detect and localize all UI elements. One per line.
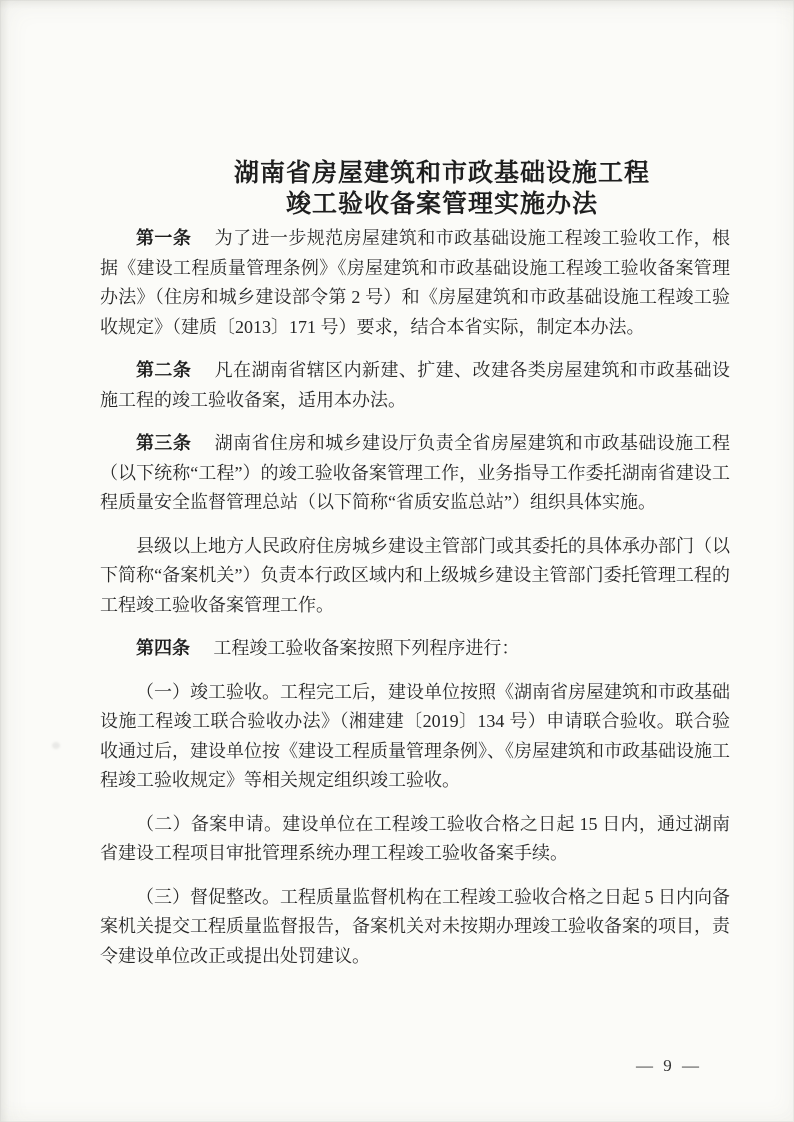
- document-title-line-2: 竣工验收备案管理实施办法: [285, 191, 598, 218]
- document-body: [100, 224, 730, 985]
- article-text-3: 湖南省住房和城乡建设厅负责全省房屋建筑和市政基础设施工程（以下统称“工程”）的竣工验收备案管理工作，业务指导工作委托湖南省建设工程质量安全监督管理总站（以下简称“省质安监总站”）组织具体实施。: [100, 433, 731, 512]
- article-text-7: （二）备案申请。建设单位在工程竣工验收合格之日起 15 日内，通过湖南省建设工程项目审批管理系统办理工程竣工验收备案手续。: [100, 813, 730, 863]
- article-paragraph-6: [100, 678, 730, 796]
- article-label-5: 第四条: [136, 638, 190, 658]
- article-text-4: 县级以上地方人民政府住房城乡建设主管部门或其委托的具体承办部门（以下简称“备案机关”）负责本行政区域内和上级城乡建设主管部门委托管理工程的工程竣工验收备案管理工作。: [100, 535, 730, 615]
- page-number: — 9 —: [636, 1056, 702, 1075]
- article-paragraph-3: [100, 429, 730, 518]
- scan-smudge-artifact: [52, 742, 60, 749]
- article-paragraph-4: [100, 532, 730, 621]
- article-text-6: （一）竣工验收。工程完工后，建设单位按照《湖南省房屋建筑和市政基础设施工程竣工联合验收办法》（湘建建〔2019〕134 号）申请联合验收。联合验收通过后，建设单位按《建设工程质量管理条例》、《房屋建筑和市政基础设施工程竣工验收规定》等相关规定组织竣工验收。: [100, 681, 730, 790]
- article-text-8: （三）督促整改。工程质量监督机构在工程竣工验收合格之日起 5 日内向备案机关提交工程质量监督报告，备案机关对未按期办理竣工验收备案的项目，责令建设单位改正或提出处罚建议。: [100, 886, 730, 966]
- article-paragraph-8: [100, 883, 730, 972]
- article-paragraph-5: [100, 634, 730, 664]
- article-text-5: 工程竣工验收备案按照下列程序进行：: [213, 638, 520, 658]
- article-paragraph-1: [100, 224, 730, 342]
- article-paragraph-7: [100, 810, 730, 869]
- article-text-1: 为了进一步规范房屋建筑和市政基础设施工程竣工验收工作，根据《建设工程质量管理条例》《房屋建筑和市政基础设施工程竣工验收备案管理办法》（住房和城乡建设部令第 2 号）和《房屋建筑和市政基础设施工程竣工验收规定》（建质〔2013〕171 号）要求，结合本省实际，制定本办法。: [100, 228, 731, 337]
- article-text-2: 凡在湖南省辖区内新建、扩建、改建各类房屋建筑和市政基础设施工程的竣工验收备案，适用本办法。: [100, 360, 731, 410]
- article-label-1: 第一条: [136, 228, 192, 248]
- article-label-3: 第三条: [136, 433, 192, 453]
- document-title: [127, 158, 757, 220]
- article-paragraph-2: [100, 356, 730, 415]
- document-title-line-1: 湖南省房屋建筑和市政基础设施工程: [233, 160, 650, 187]
- article-label-2: 第二条: [136, 360, 192, 380]
